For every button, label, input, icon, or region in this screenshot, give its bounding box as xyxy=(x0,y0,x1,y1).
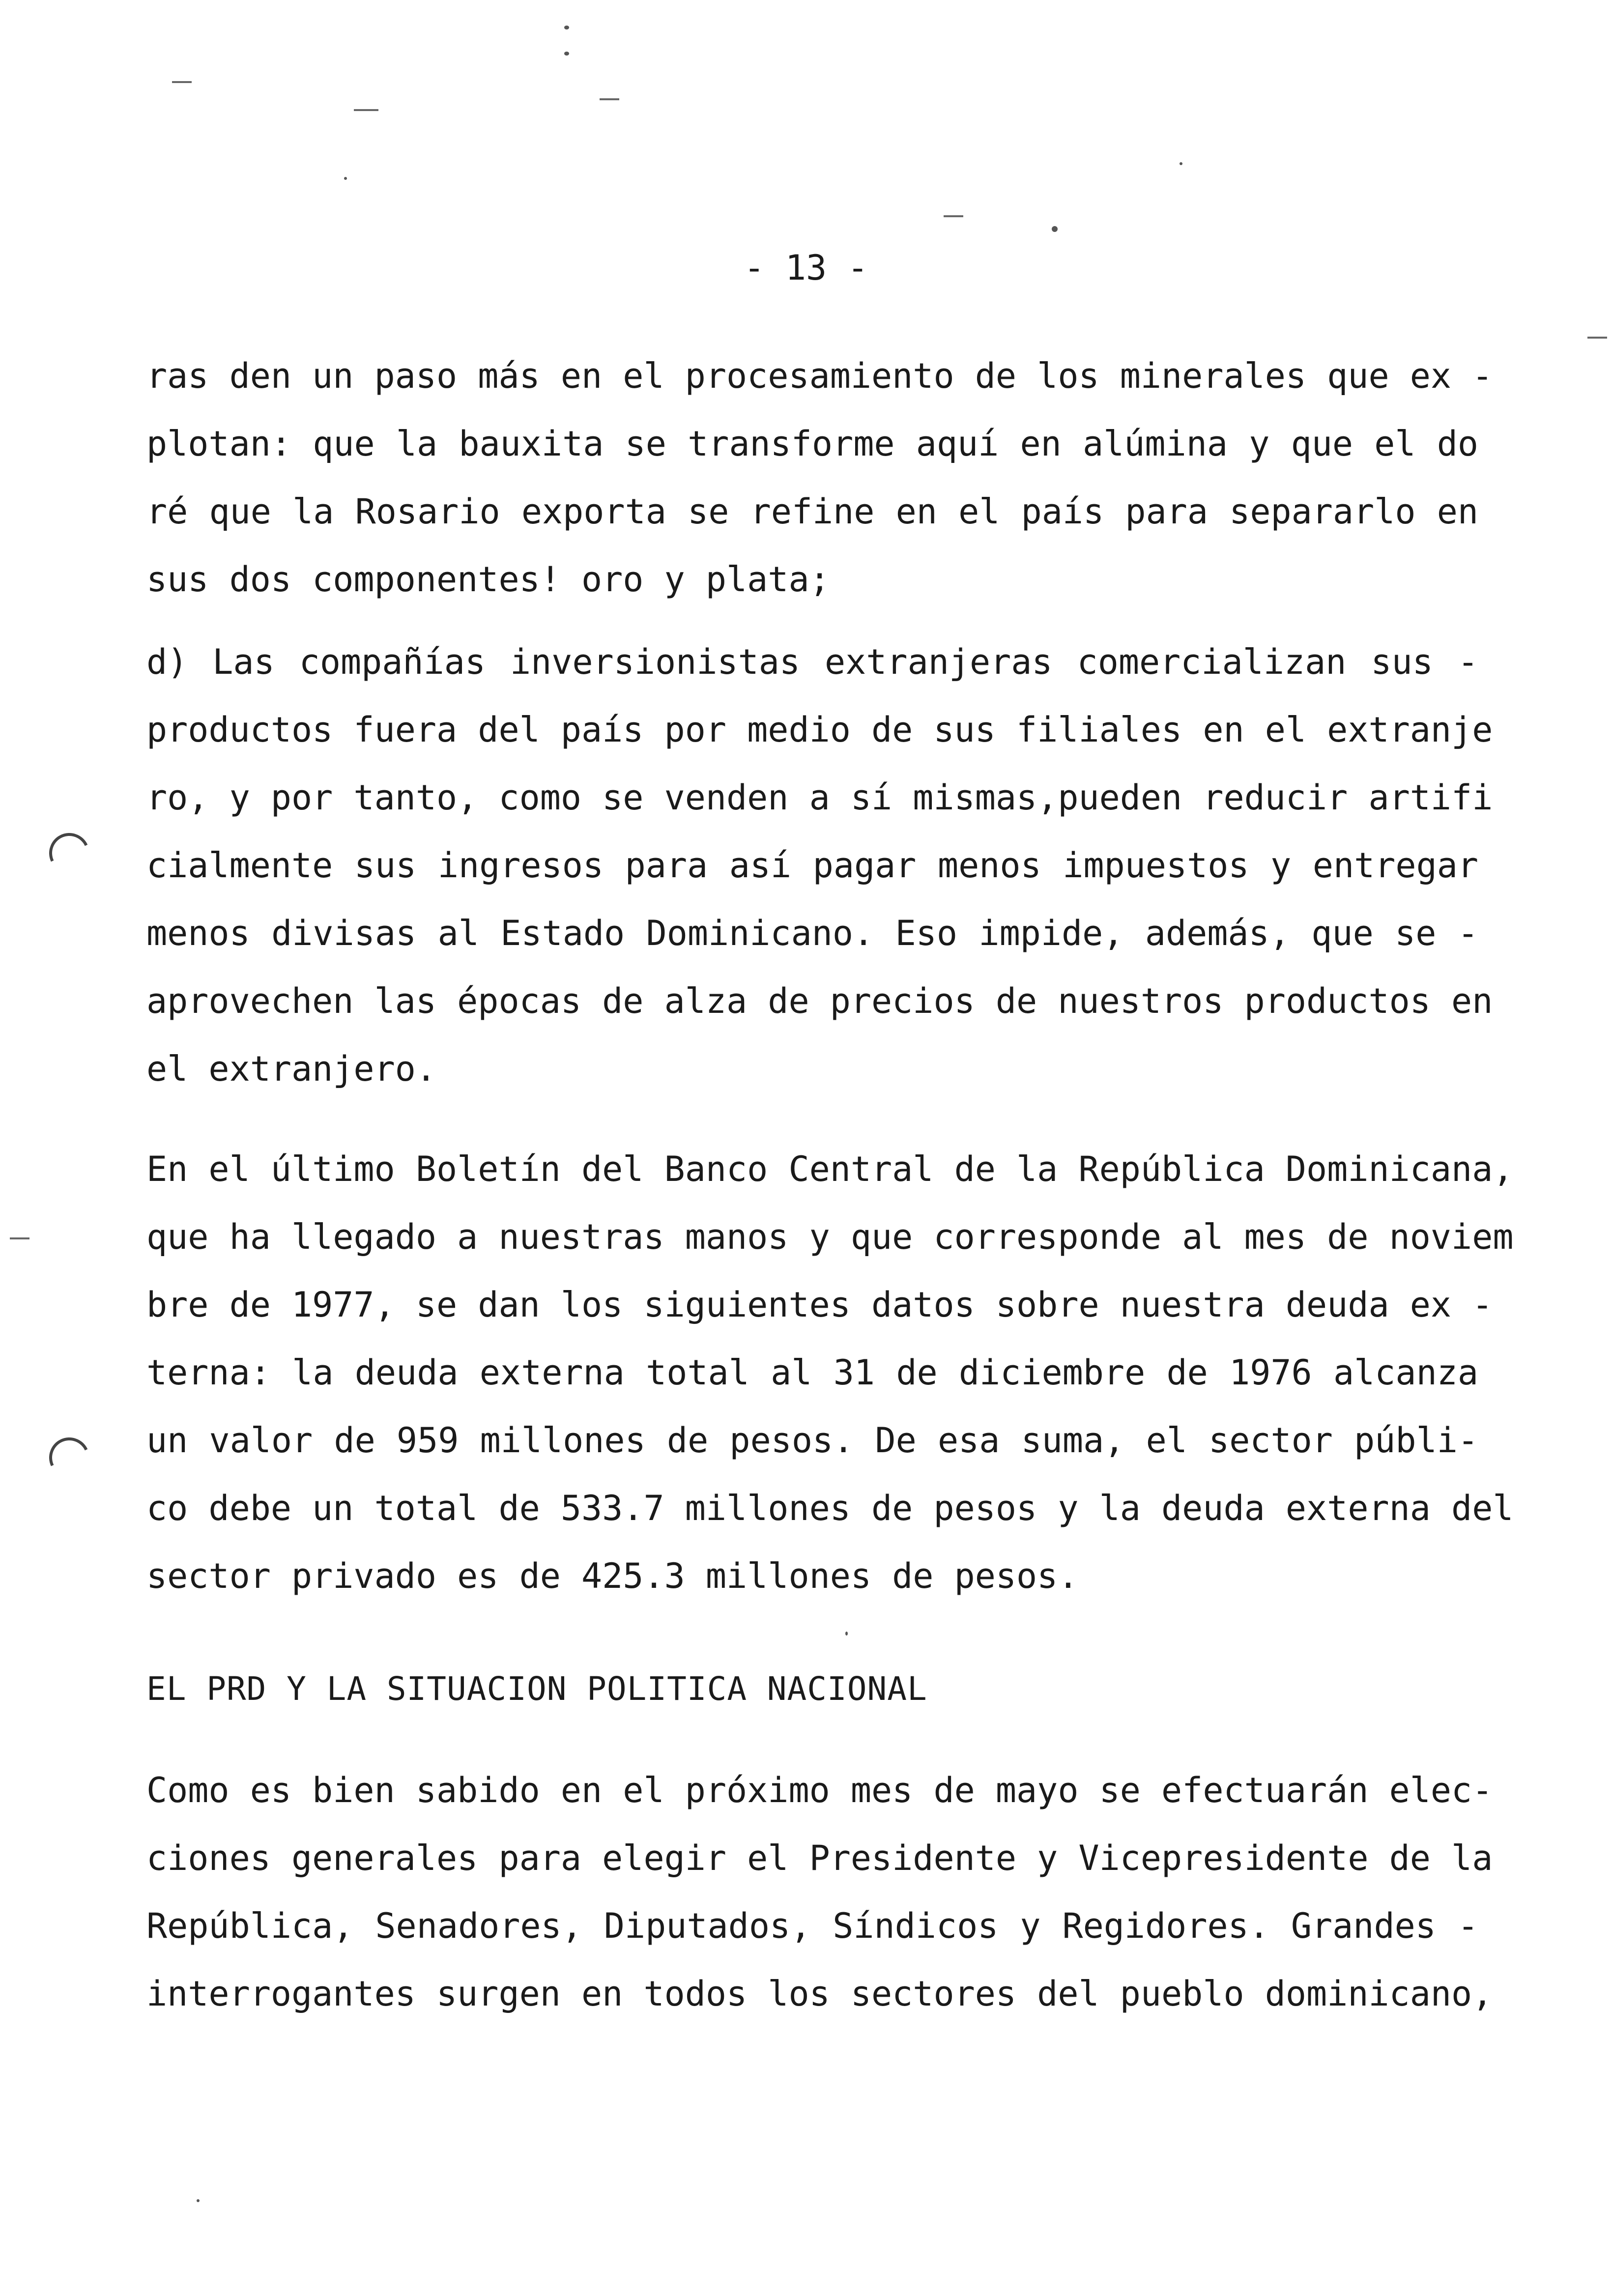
closing-paragraph-line-4: interrogantes surgen en todos los sectores del pueblo dominicano, xyxy=(146,1974,1493,2014)
closing-paragraph-line-3: República, Senadores, Diputados, Síndicos y Regidores. Grandes - xyxy=(146,1906,1478,1946)
page-number: - 13 - xyxy=(744,248,868,288)
paragraph-3-line-7: sector privado es de 425.3 millones de pesos. xyxy=(146,1556,1079,1596)
paragraph-2-line-1: d) Las compañías inversionistas extranjeras comercializan sus - xyxy=(146,642,1478,682)
scan-speck xyxy=(1052,226,1058,232)
scan-mark xyxy=(944,215,963,217)
closing-paragraph-line-1: Como es bien sabido en el próximo mes de mayo se efectuarán elec- xyxy=(146,1770,1493,1810)
paragraph-3-line-5: un valor de 959 millones de pesos. De esa suma, el sector públi- xyxy=(146,1420,1478,1461)
paragraph-2-line-5: menos divisas al Estado Dominicano. Eso impide, además, que se - xyxy=(146,913,1478,953)
paragraph-1-line-2: plotan: que la bauxita se transforme aquí en alúmina y que el do xyxy=(146,424,1478,464)
paragraph-2-line-6: aprovechen las épocas de alza de precios de nuestros productos en xyxy=(146,981,1493,1021)
closing-paragraph-line-2: ciones generales para elegir el Presidente y Vicepresidente de la xyxy=(146,1838,1493,1878)
scan-mark xyxy=(172,81,192,83)
paragraph-3-line-2: que ha llegado a nuestras manos y que corresponde al mes de noviem xyxy=(146,1217,1514,1257)
scan-mark xyxy=(354,109,378,111)
paragraph-2-line-4: cialmente sus ingresos para así pagar menos impuestos y entregar xyxy=(146,845,1478,886)
paragraph-3-line-4: terna: la deuda externa total al 31 de diciembre de 1976 alcanza xyxy=(146,1352,1478,1393)
scan-mark xyxy=(1587,337,1607,339)
binding-hole-mark xyxy=(43,827,95,879)
scan-speck xyxy=(564,26,569,29)
paragraph-3-line-3: bre de 1977, se dan los siguientes datos sobre nuestra deuda ex - xyxy=(146,1285,1493,1325)
scan-speck xyxy=(344,177,347,180)
scan-speck xyxy=(845,1632,848,1636)
section-heading: EL PRD Y LA SITUACION POLITICA NACIONAL xyxy=(146,1670,927,1708)
paragraph-1-line-3: ré que la Rosario exporta se refine en el país para separarlo en xyxy=(146,491,1478,532)
binding-hole-mark xyxy=(43,1432,95,1483)
scan-speck xyxy=(197,2199,200,2202)
paragraph-1-line-4: sus dos componentes! oro y plata; xyxy=(146,559,830,600)
paragraph-3-line-1: En el último Boletín del Banco Central de la República Dominicana, xyxy=(146,1149,1514,1189)
scan-speck xyxy=(1180,162,1182,165)
paragraph-2-line-3: ro, y por tanto, como se venden a sí mismas,pueden reducir artifi xyxy=(146,777,1493,818)
scan-mark xyxy=(600,98,619,100)
paragraph-2-line-7: el extranjero. xyxy=(146,1049,437,1089)
paragraph-3-line-6: co debe un total de 533.7 millones de pesos y la deuda externa del xyxy=(146,1488,1514,1528)
scan-speck xyxy=(564,52,569,56)
paragraph-1-line-1: ras den un paso más en el procesamiento de los minerales que ex - xyxy=(146,356,1493,396)
scan-mark xyxy=(10,1237,29,1239)
paragraph-2-line-2: productos fuera del país por medio de sus filiales en el extranje xyxy=(146,710,1493,750)
